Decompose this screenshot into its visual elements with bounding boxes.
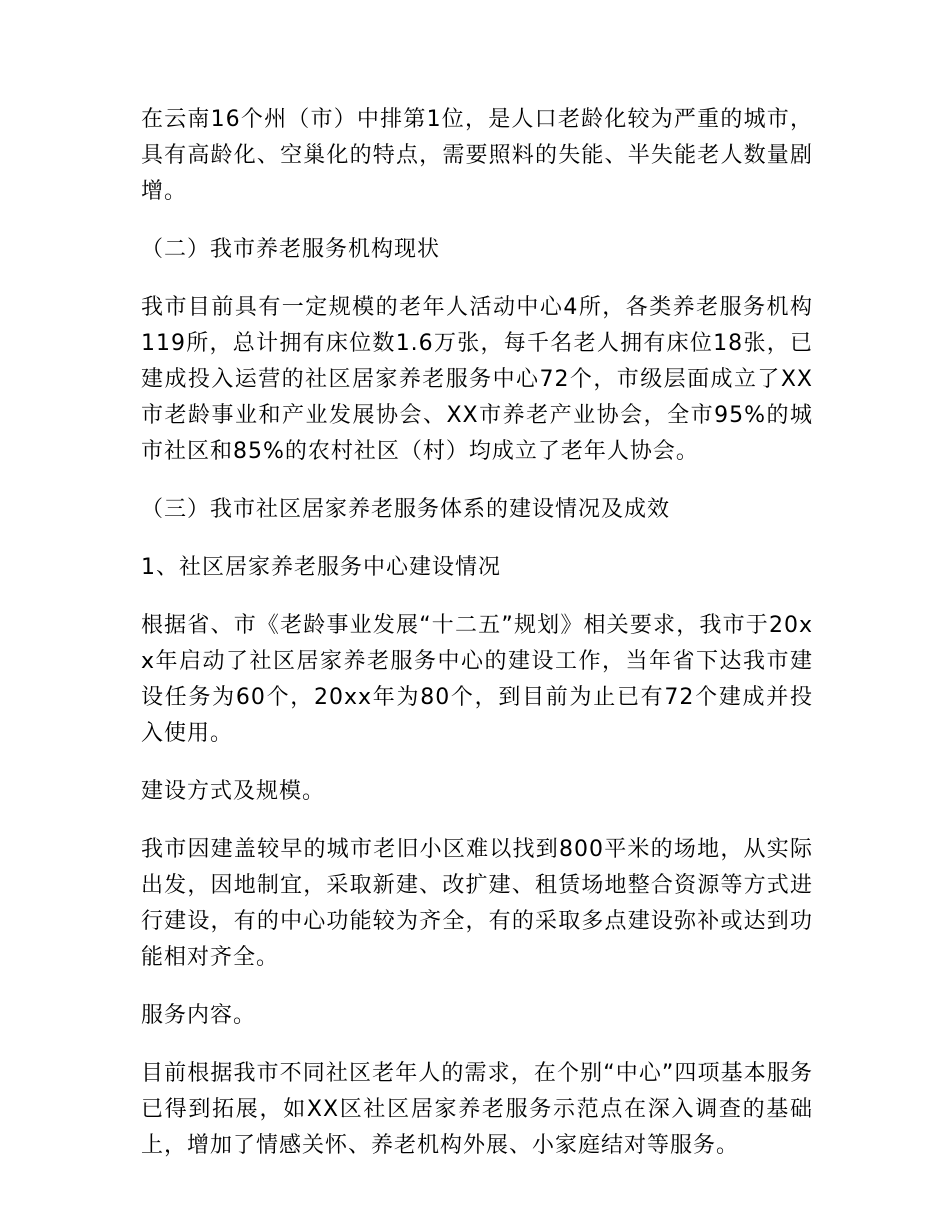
paragraph-gap xyxy=(141,810,813,832)
paragraph-gap xyxy=(141,976,813,998)
paragraph-gap xyxy=(141,268,813,290)
paragraph-gap xyxy=(141,586,813,608)
paragraph-construction-plan: 根据省、市《老龄事业发展“十二五”规划》相关要求，我市于20xx年启动了社区居家养老服务中心的建设工作，当年省下达我市建设任务为60个，20xx年为80个，到目前为止已有72个建成并投入使用。 xyxy=(141,613,813,746)
subheading-service-content: 服务内容。 xyxy=(141,1003,257,1028)
paragraph-gap xyxy=(141,528,813,550)
paragraph-institution-status: 我市目前具有一定规模的老年人活动中心4所，各类养老服务机构119所，总计拥有床位数1.6万张，每千名老人拥有床位18张，已建成投入运营的社区居家养老服务中心72个，市级层面成立了XX市老龄事业和产业发展协会、XX市养老产业协会，全市95%的城市社区和85%的农村社区（村）均成立了老年人协会。 xyxy=(141,295,813,464)
paragraph-construction-mode: 我市因建盖较早的城市老旧小区难以找到800平米的场地，从实际出发，因地制宜，采取新建、改扩建、租赁场地整合资源等方式进行建设，有的中心功能较为齐全，有的采取多点建设弥补或达到功能相对齐全。 xyxy=(141,837,813,970)
document-body xyxy=(141,102,813,1164)
subheading-construction-mode: 建设方式及规模。 xyxy=(141,779,326,804)
section-heading-institutions: （二）我市养老服务机构现状 xyxy=(141,237,441,262)
paragraph-aging-ranking: 在云南16个州（市）中排第1位，是人口老龄化较为严重的城市，具有高龄化、空巢化的特点，需要照料的失能、半失能老人数量剧增。 xyxy=(141,107,813,204)
paragraph-gap xyxy=(141,1034,813,1056)
paragraph-gap xyxy=(141,470,813,492)
section-heading-community-system: （三）我市社区居家养老服务体系的建设情况及成效 xyxy=(141,497,671,522)
paragraph-gap xyxy=(141,752,813,774)
paragraph-service-content: 目前根据我市不同社区老年人的需求，在个别“中心”四项基本服务已得到拓展，如XX区社区居家养老服务示范点在深入调查的基础上，增加了情感关怀、养老机构外展、小家庭结对等服务。 xyxy=(141,1061,813,1158)
subheading-center-construction: 1、社区居家养老服务中心建设情况 xyxy=(141,555,501,580)
paragraph-gap xyxy=(141,210,813,232)
